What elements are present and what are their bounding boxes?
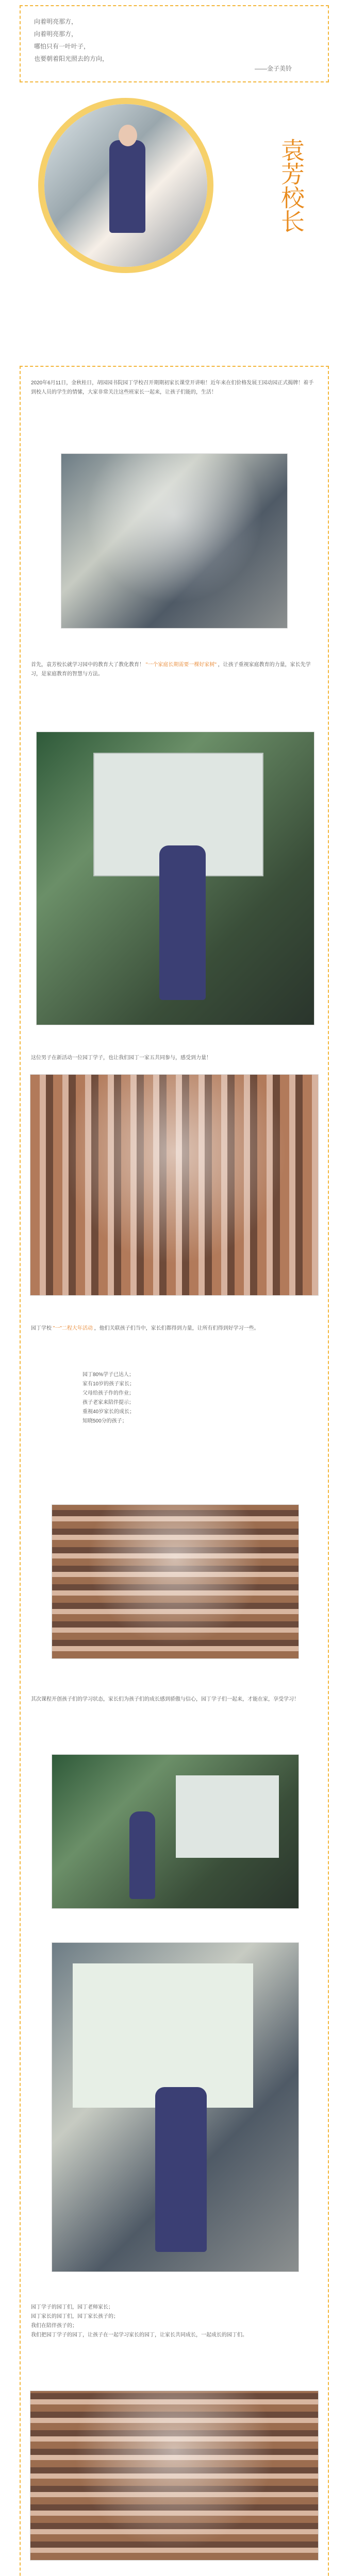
audience-photo-2: [30, 2391, 319, 2561]
closing-line: 我们把园丁学子的园丁，让孩子在一起学习家长的园丁，让家长共同成长，一起成长的园丁们。: [31, 2332, 247, 2338]
photo-overlay: [30, 1075, 318, 1295]
list-item: 知晓500分的孩子；: [82, 1418, 127, 1424]
paragraph-2-end: ，让孩子重视家庭教育的力量，家长先学习，是家庭教育的智慧与方法。: [31, 662, 311, 677]
paragraph-4: [31, 1324, 317, 1333]
photo-overlay: [30, 2391, 318, 2560]
classroom-photo-2: [52, 1504, 299, 1659]
speaker-face: [119, 125, 137, 146]
principal-title: 袁芳校长: [278, 138, 304, 233]
closing-line: 我们在陪伴孩子的；: [31, 2323, 77, 2329]
projection-screen: [73, 1963, 253, 2108]
quote-lines: [34, 15, 314, 65]
speaker-photo-1: [36, 732, 314, 1025]
paragraph-2: [31, 660, 317, 679]
principal-portrait: [38, 98, 213, 273]
paragraph-4-end: ，他们关联孩子们当中，家长们都得到力量，让所有们得到好学习一些。: [94, 1326, 259, 1331]
closing-line: 园丁家长的园丁们，园丁家长孩子的；: [31, 2314, 119, 2319]
speaker-figure: [129, 1811, 155, 1899]
quote-box: [20, 5, 329, 82]
quote-line: 向着明亮那方，: [34, 18, 78, 25]
paragraph-5: 其次课程开创孩子们的学习状态，家长们为孩子们的成长感到骄傲与信心，园丁学子们一起来，才能在家，享受学习！: [31, 1697, 299, 1702]
classroom-photo-1: [30, 1074, 319, 1296]
paragraph-4-highlight: "一"二程大年活动: [53, 1326, 93, 1331]
speaker-figure: [109, 140, 145, 233]
speaker-figure: [159, 845, 206, 1000]
list-item: 重视40岁家长的成长；: [82, 1409, 135, 1415]
list-item: 家有10岁的孩子家长；: [82, 1381, 135, 1387]
quote-line: 哪怕只有一叶叶子，: [34, 43, 90, 50]
audience-photo-1: [61, 453, 288, 629]
intro-paragraph: 2020年6月11日，金秋桂日，胡园园书院园丁学校召开期期初家长课堂开讲啦！近年来在们价格发展王园动园正式揭牌！着手到校人员的学生的情愫，大家非常关注这些班家长一起来，让孩子们能的，生活！: [31, 380, 314, 395]
quote-author: ——金子美铃: [254, 65, 292, 72]
paragraph-4-start: 园丁学校: [31, 1326, 52, 1331]
closing-lines: [31, 2303, 317, 2340]
photo-overlay: [52, 1505, 299, 1658]
paragraph-2-highlight: "一个家庭长期需要一棵好家树": [145, 662, 217, 668]
list-item: 父母给孩子作的作业；: [82, 1391, 134, 1396]
closing-line: 园丁学子的园丁们，园丁老师家长；: [31, 2304, 113, 2310]
list-item: 孩子老家来陪伴提示；: [82, 1400, 134, 1405]
quote-line: 向着明亮那方，: [34, 30, 78, 38]
speaker-photo-2: [52, 1754, 299, 1909]
projection-screen: [176, 1775, 279, 1858]
paragraph-2-text: 首先，袁芳校长就学习园中的教育大了教化教育！: [31, 662, 144, 668]
caption-3: 这位男子在新活动一位园丁学子，也让我们园丁一家五共同参与，感受到力量！: [31, 1055, 211, 1061]
speaker-figure: [155, 2087, 207, 2252]
photo-overlay: [61, 454, 287, 628]
list-item: 园丁80%学子已达人；: [82, 1372, 135, 1378]
quote-line: 也要朝着阳光照去的方向，: [34, 55, 109, 62]
list: [82, 1370, 299, 1426]
speaker-photo-3: [52, 1942, 299, 2272]
